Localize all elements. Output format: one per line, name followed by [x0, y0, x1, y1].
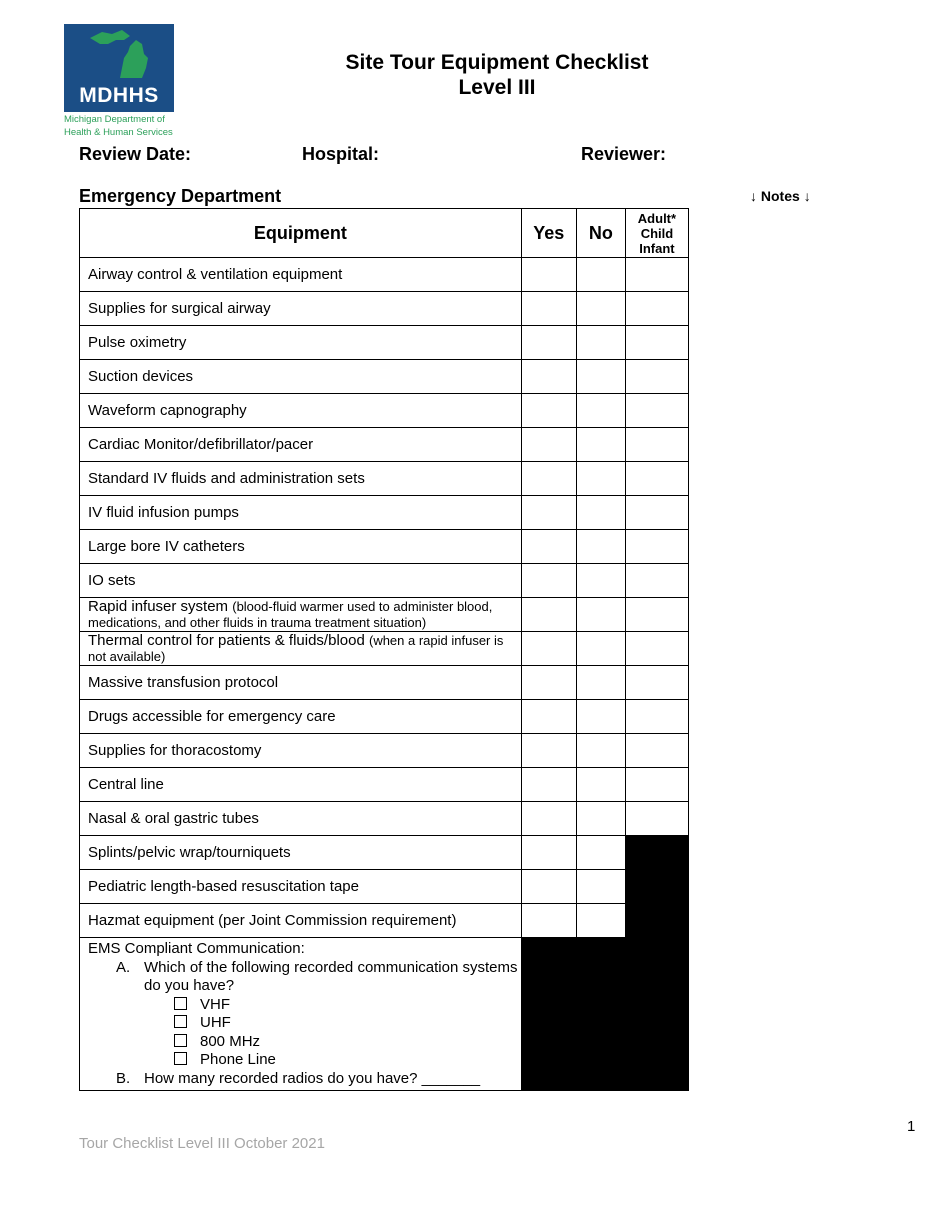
- yes-cell[interactable]: [521, 632, 576, 666]
- ems-question-a: [88, 959, 521, 996]
- blacked-out-cell: [625, 870, 688, 904]
- yes-cell[interactable]: [521, 462, 576, 496]
- no-cell[interactable]: [576, 904, 625, 938]
- equipment-name: Thermal control for patients & fluids/blood: [88, 631, 365, 649]
- mdhhs-logo: [64, 24, 174, 138]
- yes-cell[interactable]: [521, 496, 576, 530]
- table-row: [80, 292, 689, 326]
- no-cell[interactable]: [576, 598, 625, 632]
- no-cell[interactable]: [576, 666, 625, 700]
- table-row: [80, 428, 689, 462]
- equipment-note: (when a rapid infuser is not available): [88, 632, 504, 664]
- ems-communication-row: [80, 938, 689, 1091]
- age-cell[interactable]: [625, 700, 688, 734]
- document-title: [297, 50, 697, 100]
- yes-cell[interactable]: [521, 530, 576, 564]
- ems-communication-cell: [80, 938, 522, 1091]
- question-text: How many recorded radios do you have? _______: [144, 1069, 481, 1087]
- equipment-name: Hazmat equipment (per Joint Commission requirement): [88, 912, 457, 929]
- equipment-cell: [80, 564, 522, 598]
- table-row: [80, 666, 689, 700]
- table-row: [80, 904, 689, 938]
- checkbox-icon[interactable]: [174, 1034, 187, 1047]
- yes-cell[interactable]: [521, 700, 576, 734]
- table-row: [80, 360, 689, 394]
- equipment-cell: [80, 360, 522, 394]
- ems-option: [88, 1033, 521, 1052]
- title-line1: Site Tour Equipment Checklist: [345, 51, 649, 74]
- table-row: [80, 394, 689, 428]
- equipment-cell: [80, 462, 522, 496]
- table-row: [80, 258, 689, 292]
- checkbox-icon[interactable]: [174, 997, 187, 1010]
- equipment-cell: [80, 666, 522, 700]
- no-cell[interactable]: [576, 496, 625, 530]
- table-row: [80, 598, 689, 632]
- yes-cell[interactable]: [521, 734, 576, 768]
- question-letter: B.: [116, 1069, 131, 1087]
- yes-cell[interactable]: [521, 802, 576, 836]
- equipment-cell: [80, 632, 522, 666]
- equipment-name: Large bore IV catheters: [88, 538, 245, 555]
- table-row: [80, 326, 689, 360]
- blacked-out-cell: [625, 904, 688, 938]
- no-cell[interactable]: [576, 462, 625, 496]
- age-header-infant: Infant: [639, 240, 675, 256]
- logo-brand: MDHHS: [79, 84, 159, 107]
- ems-option-label: VHF: [200, 995, 230, 1013]
- age-cell[interactable]: [625, 496, 688, 530]
- age-cell[interactable]: [625, 734, 688, 768]
- checkbox-icon[interactable]: [174, 1015, 187, 1028]
- question-letter: A.: [116, 958, 131, 976]
- table-row: [80, 768, 689, 802]
- age-cell[interactable]: [625, 462, 688, 496]
- no-cell[interactable]: [576, 428, 625, 462]
- yes-cell[interactable]: [521, 598, 576, 632]
- section-title: Emergency Department: [79, 186, 282, 206]
- table-row: [80, 700, 689, 734]
- equipment-name: Pulse oximetry: [88, 334, 187, 351]
- question-text: Which of the following recorded communication systems do you have?: [144, 958, 518, 994]
- table-row: [80, 836, 689, 870]
- yes-cell[interactable]: [521, 666, 576, 700]
- down-arrow-icon: ↓: [750, 188, 757, 204]
- no-cell[interactable]: [576, 394, 625, 428]
- equipment-name: Supplies for surgical airway: [88, 300, 271, 317]
- no-cell[interactable]: [576, 258, 625, 292]
- equipment-name: Airway control & ventilation equipment: [88, 266, 343, 283]
- equipment-name: Supplies for thoracostomy: [88, 742, 262, 759]
- table-row: [80, 530, 689, 564]
- ems-option: [88, 1051, 521, 1070]
- yes-cell[interactable]: [521, 564, 576, 598]
- no-cell[interactable]: [576, 802, 625, 836]
- no-header: No: [576, 209, 625, 258]
- logo-subtitle-line1: Michigan Department of: [64, 114, 165, 125]
- ems-title: EMS Compliant Communication:: [88, 940, 305, 957]
- review-date-label: Review Date:: [79, 144, 192, 164]
- age-header-child: Child: [640, 225, 674, 241]
- yes-cell[interactable]: [521, 394, 576, 428]
- age-cell[interactable]: [625, 394, 688, 428]
- equipment-name: Standard IV fluids and administration sets: [88, 470, 365, 487]
- footer-text: Tour Checklist Level III October 2021: [79, 1135, 325, 1152]
- equipment-name: Rapid infuser system: [88, 597, 229, 615]
- logo-box: [64, 24, 174, 112]
- equipment-cell: [80, 768, 522, 802]
- table-row: [80, 496, 689, 530]
- equipment-header: Equipment: [80, 209, 522, 258]
- equipment-note: (blood-fluid warmer used to administer blood, medications, and other fluids in trauma treatment situation): [88, 598, 493, 630]
- ems-option: [88, 996, 521, 1015]
- table-row: [80, 734, 689, 768]
- age-header-adult: Adult*: [637, 210, 677, 226]
- equipment-name: IV fluid infusion pumps: [88, 504, 239, 521]
- ems-question-b: [88, 1070, 521, 1089]
- yes-header: Yes: [521, 209, 576, 258]
- equipment-name: Splints/pelvic wrap/tourniquets: [88, 844, 291, 861]
- michigan-map-icon: [86, 28, 154, 80]
- ems-option: [88, 1014, 521, 1033]
- table-header-row: [80, 209, 689, 258]
- notes-header: [750, 188, 811, 204]
- equipment-name: IO sets: [88, 572, 136, 589]
- ems-option-label: Phone Line: [200, 1051, 276, 1068]
- notes-label: Notes: [760, 188, 800, 204]
- equipment-cell: [80, 870, 522, 904]
- age-cell[interactable]: [625, 802, 688, 836]
- age-cell[interactable]: [625, 530, 688, 564]
- equipment-cell: [80, 598, 522, 632]
- no-cell[interactable]: [576, 870, 625, 904]
- equipment-cell: [80, 258, 522, 292]
- ems-option-label: UHF: [200, 1014, 231, 1031]
- no-cell[interactable]: [576, 836, 625, 870]
- equipment-name: Cardiac Monitor/defibrillator/pacer: [88, 436, 314, 453]
- age-cell[interactable]: [625, 360, 688, 394]
- equipment-name: Waveform capnography: [88, 402, 247, 419]
- yes-cell[interactable]: [521, 870, 576, 904]
- age-cell[interactable]: [625, 428, 688, 462]
- equipment-cell: [80, 836, 522, 870]
- table-row: [80, 802, 689, 836]
- age-cell[interactable]: [625, 666, 688, 700]
- equipment-name: Pediatric length-based resuscitation tape: [88, 878, 359, 895]
- no-cell[interactable]: [576, 564, 625, 598]
- blacked-out-cell: [625, 836, 688, 870]
- no-cell[interactable]: [576, 530, 625, 564]
- table-row: [80, 564, 689, 598]
- yes-cell[interactable]: [521, 258, 576, 292]
- logo-subtitle-line2: Health & Human Services: [64, 127, 173, 138]
- equipment-cell: [80, 904, 522, 938]
- equipment-name: Suction devices: [88, 368, 194, 385]
- table-row: [80, 632, 689, 666]
- ems-option-label: 800 MHz: [200, 1032, 261, 1050]
- no-cell[interactable]: [576, 700, 625, 734]
- equipment-cell: [80, 292, 522, 326]
- equipment-cell: [80, 496, 522, 530]
- equipment-name: Massive transfusion protocol: [88, 674, 279, 691]
- blacked-out-cell: [521, 938, 688, 1091]
- yes-cell[interactable]: [521, 904, 576, 938]
- equipment-cell: [80, 802, 522, 836]
- table-row: [80, 462, 689, 496]
- yes-cell[interactable]: [521, 292, 576, 326]
- title-line2: Level III: [458, 76, 536, 99]
- down-arrow-icon: ↓: [803, 188, 811, 204]
- equipment-checklist-table: [79, 208, 689, 1091]
- equipment-name: Drugs accessible for emergency care: [88, 708, 336, 725]
- age-cell[interactable]: [625, 768, 688, 802]
- yes-cell[interactable]: [521, 836, 576, 870]
- checkbox-icon[interactable]: [174, 1052, 187, 1065]
- age-cell[interactable]: [625, 292, 688, 326]
- no-cell[interactable]: [576, 632, 625, 666]
- age-cell[interactable]: [625, 632, 688, 666]
- age-cell[interactable]: [625, 564, 688, 598]
- yes-cell[interactable]: [521, 326, 576, 360]
- equipment-name: Central line: [88, 776, 164, 793]
- age-group-header: [625, 209, 688, 258]
- yes-cell[interactable]: [521, 428, 576, 462]
- yes-cell[interactable]: [521, 768, 576, 802]
- age-cell[interactable]: [625, 326, 688, 360]
- page-number: 1: [907, 1118, 916, 1135]
- no-cell[interactable]: [576, 768, 625, 802]
- hospital-label: Hospital:: [302, 144, 380, 164]
- equipment-cell: [80, 394, 522, 428]
- equipment-cell: [80, 734, 522, 768]
- equipment-cell: [80, 530, 522, 564]
- no-cell[interactable]: [576, 734, 625, 768]
- age-cell[interactable]: [625, 258, 688, 292]
- equipment-cell: [80, 700, 522, 734]
- equipment-cell: [80, 326, 522, 360]
- no-cell[interactable]: [576, 292, 625, 326]
- no-cell[interactable]: [576, 360, 625, 394]
- table-row: [80, 870, 689, 904]
- equipment-name: Nasal & oral gastric tubes: [88, 810, 259, 827]
- age-cell[interactable]: [625, 598, 688, 632]
- no-cell[interactable]: [576, 326, 625, 360]
- reviewer-label: Reviewer:: [581, 144, 667, 164]
- yes-cell[interactable]: [521, 360, 576, 394]
- equipment-cell: [80, 428, 522, 462]
